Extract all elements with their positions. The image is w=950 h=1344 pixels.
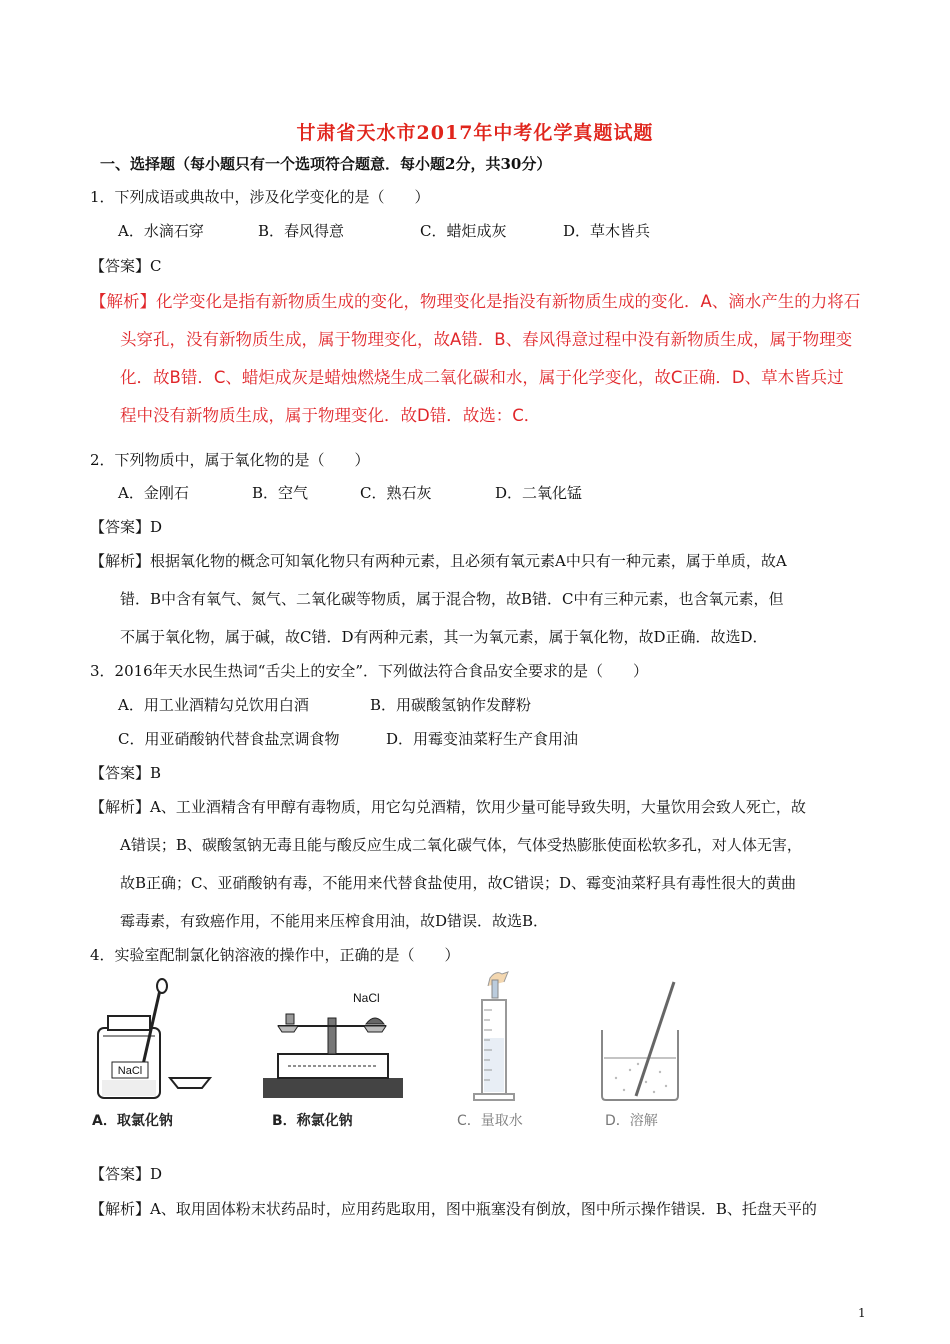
page-number: 1 [858, 1306, 866, 1320]
analysis-line: 故B正确；C、亚硝酸钠有毒，不能用来代替食盐使用，故C错误；D、霉变油菜籽具有毒性很大的黄曲 [120, 874, 797, 892]
question-4-answer: 【答案】D [90, 1165, 163, 1183]
option-a: A．水滴石穿 [118, 222, 204, 240]
question-3-options-row2 [118, 728, 578, 749]
question-3-answer: 【答案】B [90, 764, 162, 782]
option-a: A．用工业酒精勾兑饮用白酒 [118, 696, 309, 714]
question-3-stem: 3．2016年天水民生热词“舌尖上的安全”．下列做法符合食品安全要求的是（ ） [90, 662, 649, 680]
analysis-line: 【解析】根据氧化物的概念可知氧化物只有两种元素，且必须有氧元素A中只有一种元素，属于单质，故A [90, 552, 787, 570]
option-d: D．二氧化锰 [495, 484, 583, 502]
figure-b-caption: B．称氯化钠 [272, 1113, 353, 1129]
figure-d-caption: D．溶解 [605, 1113, 658, 1129]
analysis-line: 不属于氧化物，属于碱，故C错．D有两种元素，其一为氧元素，属于氧化物，故D正确．故选D． [120, 628, 768, 646]
figure-c-caption: C．量取水 [457, 1113, 523, 1129]
option-d: D．用霉变油菜籽生产食用油 [386, 730, 579, 748]
figure-a-caption: A．取氯化钠 [92, 1113, 173, 1129]
page-title: 甘肃省天水市2017年中考化学真题试题 [296, 122, 654, 144]
analysis-line: 程中没有新物质生成，属于物理变化．故D错．故选：C． [120, 406, 541, 425]
option-b: B．春风得意 [258, 222, 345, 240]
question-2-answer: 【答案】D [90, 518, 163, 536]
question-1-options [118, 220, 650, 241]
analysis-line: A错误；B、碳酸氢钠无毒且能与酸反应生成二氧化碳气体，气体受热膨胀使面松软多孔，对人体无害， [120, 836, 802, 854]
jar-label: NaCl [117, 1065, 143, 1077]
option-b: B．空气 [252, 484, 309, 502]
option-b: B．用碳酸氢钠作发酵粉 [370, 696, 532, 714]
analysis-line: 化．故B错．C、蜡炬成灰是蜡烛燃烧生成二氧化碳和水，属于化学变化，故C正确．D、草木皆兵过 [120, 368, 844, 387]
option-d: D．草木皆兵 [563, 222, 651, 240]
question-4-analysis: 【解析】A、取用固体粉末状药品时，应用药匙取用，图中瓶塞没有倒放，图中所示操作错误．B、托盘天平的 [90, 1200, 817, 1218]
analysis-line: 【解析】化学变化是指有新物质生成的变化，物理变化是指没有新物质生成的变化．A、滴水产生的力将石 [90, 292, 861, 311]
question-2-options [118, 482, 582, 503]
question-4-stem: 4．实验室配制氯化钠溶液的操作中，正确的是（ ） [90, 946, 460, 964]
analysis-line: 错．B中含有氧气、氮气、二氧化碳等物质，属于混合物，故B错．C中有三种元素，也含氧元素，但 [120, 590, 784, 608]
figure-b-balance-illustration [258, 988, 408, 1103]
analysis-line: 【解析】A、工业酒精含有甲醇有毒物质，用它勾兑酒精，饮用少量可能导致失明，大量饮用会致人死亡，故 [90, 798, 806, 816]
section-heading: 一、选择题（每小题只有一个选项符合题意．每小题2分，共30分） [100, 155, 552, 173]
question-2-stem: 2．下列物质中，属于氧化物的是（ ） [90, 451, 370, 469]
scale-label: NaCl [353, 991, 380, 1005]
option-a: A．金刚石 [118, 484, 189, 502]
analysis-line: 霉毒素，有致癌作用，不能用来压榨食用油，故D错误．故选B． [120, 912, 549, 930]
question-1-answer: 【答案】C [90, 257, 162, 275]
option-c: C．熟石灰 [360, 484, 432, 502]
option-c: C．用亚硝酸钠代替食盐烹调食物 [118, 730, 340, 748]
figure-c-cylinder-illustration [468, 968, 528, 1103]
question-1-analysis [90, 283, 860, 435]
figure-d-beaker-illustration [596, 978, 696, 1103]
question-3-analysis [90, 788, 806, 940]
analysis-line: 头穿孔，没有新物质生成，属于物理变化，故A错．B、春风得意过程中没有新物质生成，属于物理变 [120, 330, 853, 349]
option-c: C．蜡炬成灰 [420, 222, 507, 240]
figure-a-jar-illustration [88, 978, 218, 1103]
question-3-options-row1 [118, 694, 531, 715]
question-2-analysis [90, 542, 787, 656]
question-1-stem: 1．下列成语或典故中，涉及化学变化的是（ ） [90, 188, 430, 206]
